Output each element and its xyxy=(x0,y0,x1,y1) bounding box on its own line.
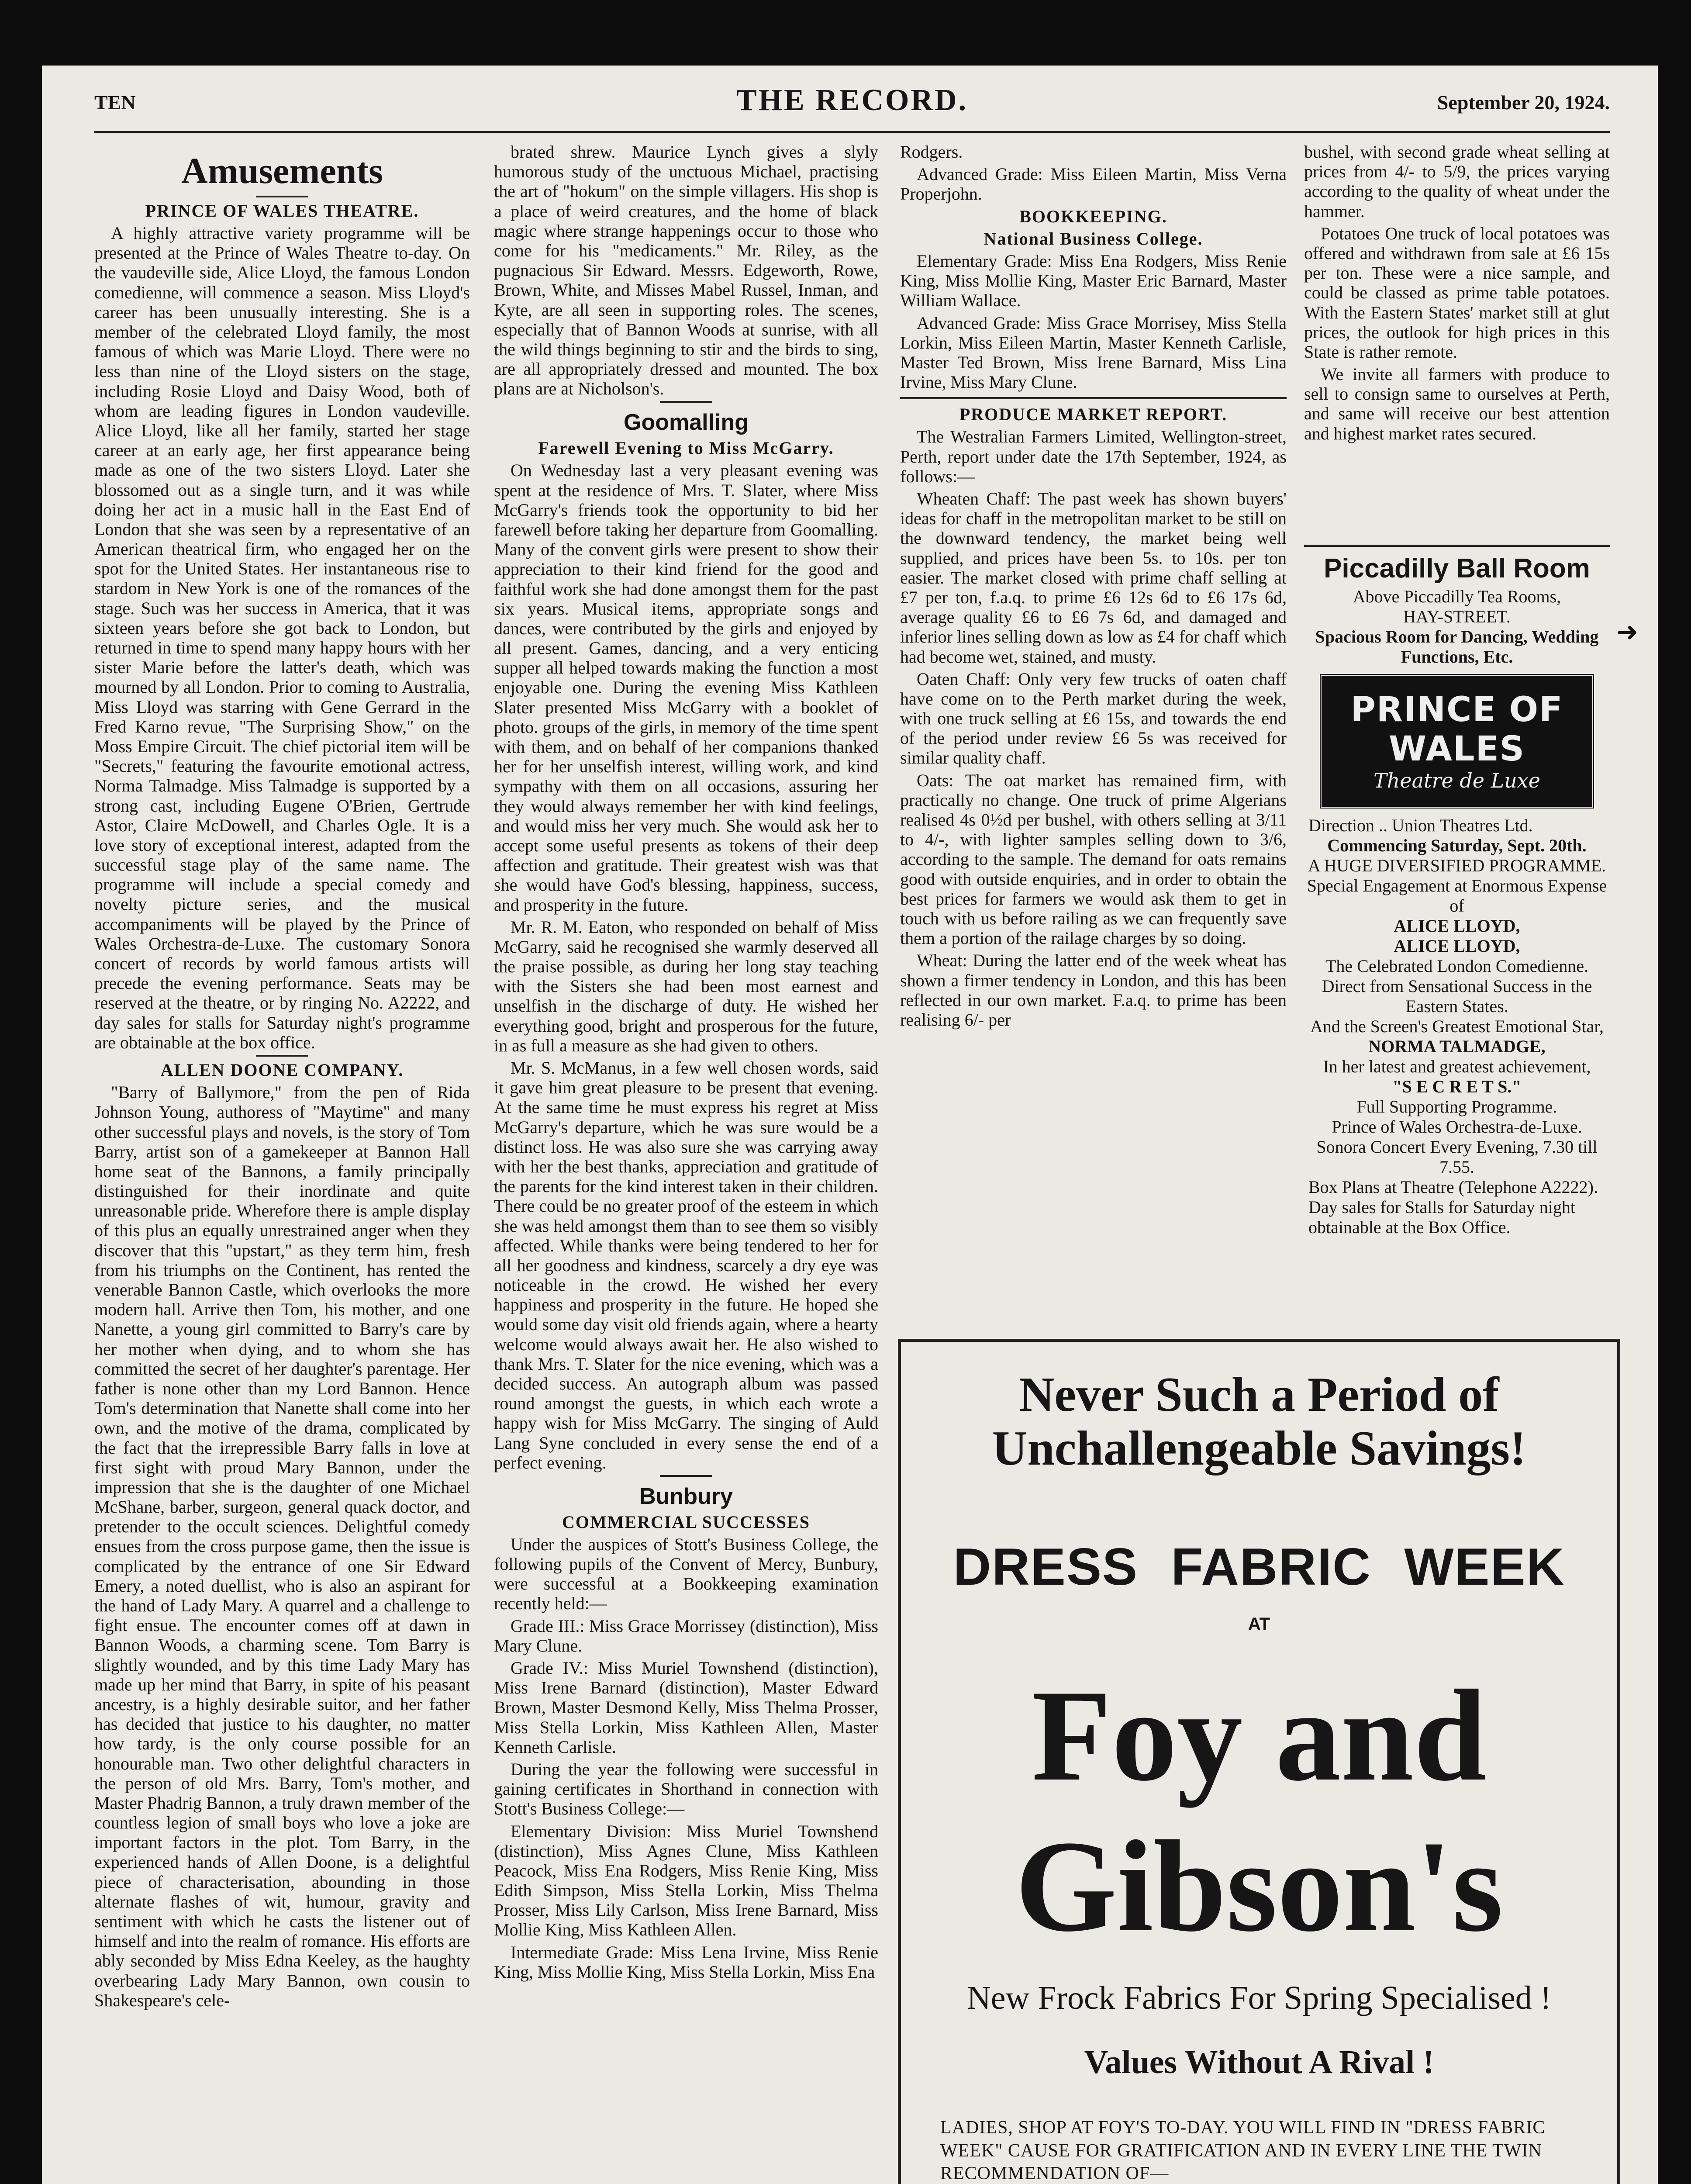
ad-norma: NORMA TALMADGE, xyxy=(1368,1037,1546,1057)
divider xyxy=(660,1475,712,1477)
bookkeeping-subheading: BOOKKEEPING. xyxy=(1019,206,1167,226)
article-paragraph: Oaten Chaff: Only very few trucks of oaten chaff have come on to the Perth market during the week, with one truck selling at £6 15s, and towards the end of the period under review £6 5s was received for similar quality chaff. xyxy=(900,669,1287,768)
article-paragraph: Advanced Grade: Miss Grace Morrisey, Miss Stella Lorkin, Miss Eileen Martin, Master Kenneth Carlisle, Master Ted Brown, Miss Irene Barnard, Miss Lina Irvine, Miss Mary Clune. xyxy=(900,313,1287,392)
article-paragraph: Intermediate Grade: Miss Lena Irvine, Miss Renie King, Miss Mollie King, Miss Stella Lorkin, Miss Ena xyxy=(494,1942,878,1982)
article-paragraph: Advanced Grade: Miss Eileen Martin, Miss Verna Properjohn. xyxy=(900,164,1287,204)
issue-date: September 20, 1924. xyxy=(1437,91,1610,114)
article-paragraph: Oats: The oat market has remained firm, with practically no change. One truck of prime Algerians realised 4s 0½d per bushel, with others selling at 3/11 to 4/-, with lighter samples selling down to 3/6, according to the sample. The demand for oats remains good with outside enquiries, and in order to obtain the best prices for farmers we would ask them to get in touch with us before railing as we can frequently save them a portion of the railage charges by so doing. xyxy=(900,770,1287,948)
article-paragraph: Grade III.: Miss Grace Morrissey (distinction), Miss Mary Clune. xyxy=(494,1616,878,1655)
ad-box-plans: Box Plans at Theatre (Telephone A2222). Day sales for Stalls for Saturday night obtainable at the Box Office. xyxy=(1308,1177,1598,1237)
logo-sub-text: Theatre de Luxe xyxy=(1374,768,1540,792)
ad-celebrated: The Celebrated London Comedienne. Direct from Sensational Success in the Eastern States. xyxy=(1322,956,1592,1016)
article-paragraph: During the year the following were successful in gaining certificates in Shorthand in connection with Stott's Business College:— xyxy=(494,1759,878,1819)
ad-sonora: Sonora Concert Every Evening, 7.30 till 7.55. xyxy=(1316,1137,1598,1177)
ad-direction: Direction .. Union Theatres Ltd. xyxy=(1308,816,1533,836)
ad-alice: ALICE LLOYD, xyxy=(1394,936,1520,956)
article-paragraph: Elementary Grade: Miss Ena Rodgers, Miss Renie King, Miss Mollie King, Master Eric Barnard, Master William Wallace. xyxy=(900,251,1287,311)
allen-doone-subheading: ALLEN DOONE COMPANY. xyxy=(160,1060,404,1080)
margin-mark-icon: ➜ xyxy=(1616,618,1639,646)
piccadilly-title: Piccadilly Ball Room xyxy=(1324,553,1590,584)
article-paragraph: On Wednesday last a very pleasant evening was spent at the residence of Mrs. T. Slater, where Miss McGarry's friends took the opportunity to bid her farewell before taking her departure from Goomalling. Many of the convent girls were present to show their appreciation to their kind friend for the good and faithful work she had done amongst them for the past six years. Musical items, appropriate songs and dances, were contributed by the girls and enjoyed by all present. Games, dancing, and a very enticing supper all helped towards making the function a most enjoyable one. During the evening Miss Kathleen Slater presented Miss McGarry with a booklet of photo. groups of the girls, in memory of the time spent with them, and on behalf of her companions thanked her for her unselfish interest, willing work, and kind sympathy with them on all occasions, assuring her they would always remember her with kind feelings, and would miss her very much. She would ask her to accept some useful presents as tokens of their deep affection and gratitude. Their greatest wish was that she would have God's blessing, happiness, success, and prosperity in the future. xyxy=(494,460,878,915)
article-paragraph: Wheaten Chaff: The past week has shown buyers' ideas for chaff in the metropolitan market to be still on the downward tendency, the market being well supplied, and prices have been 5s. to 10s. per ton easier. The market closed with prime chaff selling at £7 per ton, f.a.q. to prime £6 12s 6d to £6 17s 6d, average quality £6 to £6 7s 6d, and damaged and inferior lines selling down as low as £4 for chaff which had become wet, stained, and musty. xyxy=(900,489,1287,667)
ad-orchestra: Prince of Wales Orchestra-de-Luxe. xyxy=(1332,1117,1582,1137)
ad-store-name: Foy and Gibson's xyxy=(1015,1663,1503,1959)
divider xyxy=(900,397,1287,399)
ad-new-frock: New Frock Fabrics For Spring Specialised ! xyxy=(966,1980,1552,2017)
article-paragraph: The Westralian Farmers Limited, Wellington-street, Perth, report under date the 17th September, 1924, as follows:— xyxy=(900,427,1287,486)
ad-huge: A HUGE DIVERSIFIED PROGRAMME. xyxy=(1308,856,1606,876)
produce-market-heading: PRODUCE MARKET REPORT. xyxy=(959,404,1228,425)
ad-alice: ALICE LLOYD, xyxy=(1394,916,1520,936)
divider xyxy=(256,196,308,197)
ad-headline: Never Such a Period of Unchallengeable Savings! xyxy=(992,1368,1526,1476)
foy-gibson-advertisement xyxy=(898,1339,1620,2184)
masthead-title: THE RECORD. xyxy=(736,83,968,117)
column-produce-continued xyxy=(1304,142,1610,583)
article-paragraph: We invite all farmers with produce to sell to consign same to ourselves at Perth, and same will receive our best attention and highest market rates secured. xyxy=(1304,364,1610,443)
ad-screen: And the Screen's Greatest Emotional Star, xyxy=(1310,1016,1604,1037)
bunbury-heading: Bunbury xyxy=(639,1483,733,1509)
commercial-successes-subheading: COMMERCIAL SUCCESSES xyxy=(562,1512,810,1532)
ad-dress-fabric-week: DRESS FABRIC WEEK xyxy=(953,1538,1565,1597)
farewell-subheading: Farewell Evening to Miss McGarry. xyxy=(538,438,834,458)
column-goomalling xyxy=(494,142,878,2184)
divider xyxy=(660,401,712,403)
page-header xyxy=(94,83,1610,131)
article-paragraph: Potatoes One truck of local potatoes was offered and withdrawn from sale at £6 15s per ton. These were a nice sample, and could be classed as prime table potatoes. With the Eastern States' market still at glut prices, the outlook for high prices in this State is rather remote. xyxy=(1304,223,1610,362)
article-paragraph: brated shrew. Maurice Lynch gives a slyly humorous study of the unctuous Michael, practising the art of "hokum" on the simple villagers. His shop is a place of weird creatures, and the home of black magic where strange happenings occur to those who come for his "medicaments." Mr. Riley, as the pugnacious Sir Edward. Messrs. Edgeworth, Rowe, Brown, White, and Misses Mabel Russel, Inman, and Kyte, are all seen in supporting roles. The scenes, especially that of Bannon Woods at sunrise, with all the wild things beginning to stir and the birds to sing, are all appropriately dressed and mounted. The box plans are at Nicholson's. xyxy=(494,142,878,399)
ad-values: Values Without A Rival ! xyxy=(1084,2044,1434,2081)
ad-secrets: "S E C R E T S." xyxy=(1392,1077,1522,1097)
divider xyxy=(1304,545,1610,547)
prince-of-wales-logo xyxy=(1319,673,1595,809)
article-paragraph: Mr. S. McManus, in a few well chosen words, said it gave him great pleasure to be present that evening. At the same time he must express his regret at Miss McGarry's departure, which he was sure would be a distinct loss. He was also sure she was carrying away with her the best thanks, appreciation and gratitude of the parents for the kind interest taken in their children. There could be no greater proof of the esteem in which she was held amongst them than to see them so visibly affected. While thanks were being tendered to her for all her goodness and kindness, scarcely a dry eye was noticeable in the crowd. He wished her every happiness and prosperity in the future. He hoped she would some day visit old friends again, where a hearty welcome would always await her. He also wished to thank Mrs. T. Slater for the nice evening, which was a decided success. An autograph album was passed round amongst the guests, in which each wrote a happy wish for Miss McGarry. The singing of Auld Lang Syne concluded in every sense the end of a perfect evening. xyxy=(494,1058,878,1472)
header-rule xyxy=(94,131,1610,133)
divider xyxy=(256,1055,308,1057)
page-number: TEN xyxy=(94,91,136,114)
ad-special: Special Engagement at Enormous Expense of xyxy=(1307,876,1607,916)
article-paragraph: bushel, with second grade wheat selling at prices from 4/- to 5/9, the prices varying according to the quality of wheat under the hammer. xyxy=(1304,142,1610,221)
newspaper-page xyxy=(42,66,1658,2184)
article-paragraph: Wheat: During the latter end of the week wheat has shown a firmer tendency in London, and this has been reflected in our own market. F.a.q. to prime has been realising 6/- per xyxy=(900,950,1287,1030)
article-paragraph: Mr. R. M. Eaton, who responded on behalf of Miss McGarry, said he recognised she warmly deserved all the praise possible, as during her long stay teaching with the Sisters she had been most earnest and unselfish in the discharge of duty. He wished her everything good, bright and prosperous for the future, in as full a measure as she had given to others. xyxy=(494,917,878,1055)
logo-main-text: PRINCE OF WALES xyxy=(1350,690,1563,769)
piccadilly-line: HAY-STREET. xyxy=(1403,607,1511,627)
piccadilly-line: Spacious Room for Dancing, Wedding Functions, Etc. xyxy=(1315,627,1599,667)
column-amusements xyxy=(94,142,470,2184)
article-paragraph: Rodgers. xyxy=(900,142,963,162)
ad-achievement: In her latest and greatest achievement, xyxy=(1323,1057,1591,1077)
ad-support: Full Supporting Programme. xyxy=(1356,1097,1557,1117)
national-business-college-subheading: National Business College. xyxy=(984,228,1203,249)
article-paragraph: Elementary Division: Miss Muriel Townshend (distinction), Miss Agnes Clune, Miss Kathleen Peacock, Miss Ena Rodgers, Miss Renie King, Miss Edith Simpson, Miss Stella Lorkin, Miss Thelma Prosser, Miss Lily Carlson, Miss Irene Barnard, Miss Mollie King, Miss Kathleen Allen. xyxy=(494,1821,878,1940)
column-produce-report xyxy=(900,142,1287,1030)
goomalling-heading: Goomalling xyxy=(624,410,749,435)
ad-body: LADIES, SHOP AT FOY'S TO-DAY. YOU WILL FIND IN "DRESS FABRIC WEEK" CAUSE FOR GRATIFICATION AND IN EVERY LINE THE TWIN RECOMMENDATION OF— xyxy=(940,2118,1546,2184)
article-paragraph: Grade IV.: Miss Muriel Townshend (distinction), Miss Irene Barnard (distinction), Master Edward Brown, Master Desmond Kelly, Miss Thelma Prosser, Miss Stella Lorkin, Miss Kathleen Allen, Master Kenneth Carlisle. xyxy=(494,1658,878,1757)
article-paragraph: Under the auspices of Stott's Business College, the following pupils of the Convent of Mercy, Bunbury, were successful at a Bookkeeping examination recently held:— xyxy=(494,1534,878,1614)
piccadilly-line: Above Piccadilly Tea Rooms, xyxy=(1353,587,1561,607)
amusements-heading: Amusements xyxy=(181,151,383,191)
prince-of-wales-subheading: PRINCE OF WALES THEATRE. xyxy=(145,200,419,221)
theatre-ads xyxy=(1304,539,1610,1313)
article-paragraph: "Barry of Ballymore," from the pen of Rida Johnson Young, authoress of "Maytime" and many other successful plays and novels, is the story of Tom Barry, artist son of a gamekeeper at Bannon Hall home seat of the Bannons, a family principally distinguished for their inordinate and quite unreasonable pride. Wherefore there is ample display of this plus an equally unrestrained anger when they discover that this "upstart," as they term him, fresh from his triumphs on the Continent, has rented the venerable Bannon Castle, which overlooks the more modern hall. Arrive then Tom, his mother, and one Nanette, a young girl committed to Barry's care by her mother when dying, and to whom she has committed the secret of her daughter's parentage. Her father is none other than my Lord Bannon. Hence Tom's determination that Nanette shall come into her own, and the motive of the drama, complicated by the fact that the irrepressible Barry falls in love at first sight with proud Mary Bannon, under the impression that she is the daughter of one Michael McShane, barber, surgeon, general quack doctor, and pretender to the occult sciences. Delightful comedy ensues from the cross purpose game, then the issue is complicated by the entrance of one Sir Edward Emery, a noted duellist, who is also an aspirant for the hand of Lady Mary. A quarrel and a challenge to fight ensue. The encounter comes off at dawn in Bannon Woods, a charming scene. Tom Barry is slightly wounded, and by this time Lady Mary has made up her mind that Barry, in spite of his peasant ancestry, is a highly desirable suitor, and her father has decided that justice to his daughter, no matter how tardy, is the only course possible for an honourable man. Two other delightful characters in the person of old Mrs. Barry, Tom's mother, and Master Phadrig Bannon, a truly drawn member of the countless legion of small boys who love a joke are important factors in the plot. Tom Barry, in the experienced hands of Allen Doone, is a delightful piece of characterisation, abounding in those alternate flashes of wit, humour, gravity and sentiment with which he casts the listener out of himself and into the realm of romance. His efforts are ably seconded by Miss Edna Keeley, as the haughty overbearing Lady Mary Bannon, own cousin to Shakespeare's cele- xyxy=(94,1082,470,2010)
ad-commencing: Commencing Saturday, Sept. 20th. xyxy=(1327,836,1587,856)
ad-at: AT xyxy=(1248,1614,1270,1634)
article-paragraph: A highly attractive variety programme will be presented at the Prince of Wales Theatre to-day. On the vaudeville side, Alice Lloyd, the famous London comedienne, will commence a season. Miss Lloyd's career has been unusually interesting. She is a member of the celebrated Lloyd family, the most famous of which was Marie Lloyd. There were no less than nine of the Lloyd sisters on the stage, including Rosie Lloyd and Daisy Wood, both of whom are leading figures in London vaudeville. Alice Lloyd, like all her family, started her stage career at an early age, her first appearance being made as one of the two sisters Lloyd. Later she blossomed out as a single turn, and it was while doing her act in a music hall in the East End of London that she was seen by a representative of an American theatrical firm, who engaged her on the spot for the United States. Her instantaneous rise to stardom in New York is one of the romances of the stage. Such was her success in America, that it was sixteen years before she got back to London, but returned in time to spend many happy hours with her sister Marie before the latter's death, which was mourned by all London. Prior to coming to Australia, Miss Lloyd was starring with Gene Gerrard in the Fred Karno revue, "The Surprising Show," on the Moss Empire Circuit. The chief pictorial item will be "Secrets," featuring the favourite emotional actress, Norma Talmadge. Miss Talmadge is supported by a strong cast, including Eugene O'Brien, Gertrude Astor, Claire McDowell, and Charles Ogle. It is a love story of exceptional interest, adapted from the successful stage play of the same name. The programme will include a special comedy and novelty picture series, and the musical accompaniments will be played by the Prince of Wales Orchestra-de-Luxe. The customary Sonora concert of records by world famous artists will precede the evening performance. Seats may be reserved at the theatre, or by ringing No. A2222, and day sales for stalls for Saturday night's programme are obtainable at the box office. xyxy=(94,223,470,1052)
